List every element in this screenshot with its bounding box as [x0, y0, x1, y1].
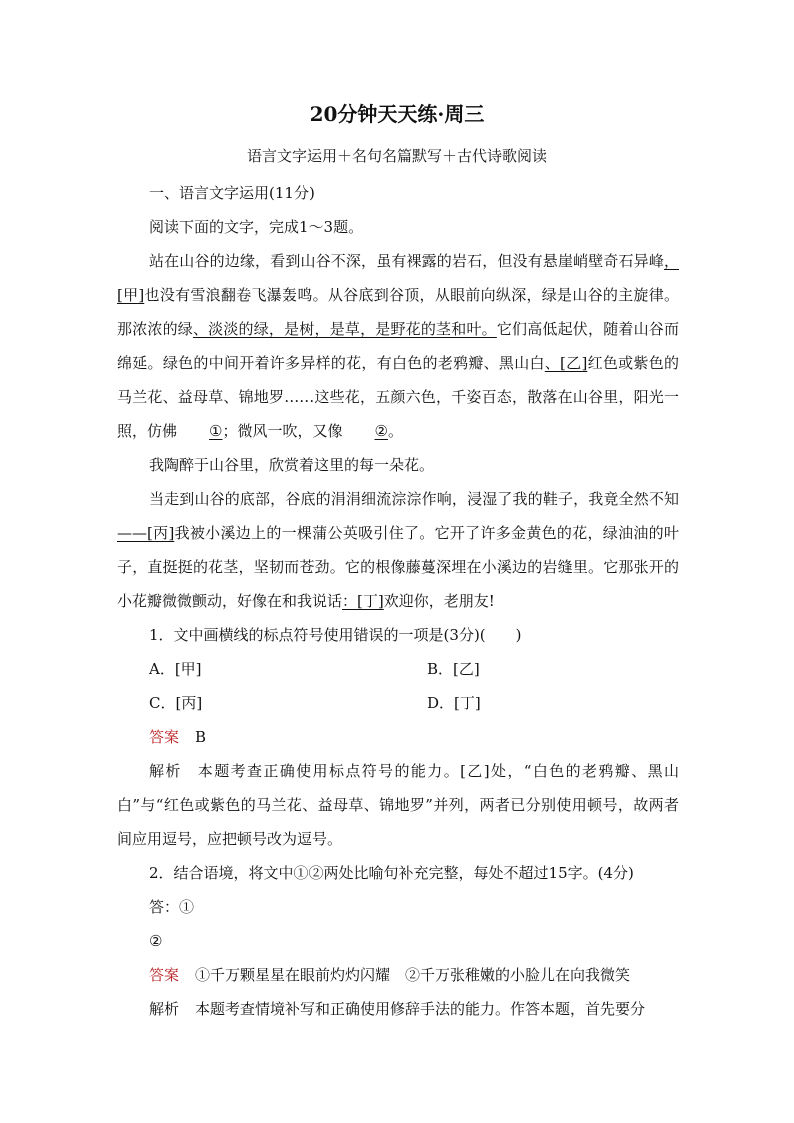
answer-label: 答案	[149, 728, 180, 746]
blank-1: ①	[209, 422, 223, 440]
question-1-options-row-1	[117, 652, 679, 686]
document-body	[117, 176, 679, 1026]
passage-text: 也没有雪浪翻卷飞瀑轰鸣。从谷底到谷顶，从眼前向纵深，绿是山谷的主旋律。那浓浓的绿	[117, 286, 679, 338]
passage-text: 欢迎你，老朋友!	[383, 592, 495, 610]
mark-bing: ——[丙]	[117, 524, 175, 542]
page-title: 20分钟天天练·周三	[309, 102, 485, 126]
passage-text: 站在山谷的边缘，看到山谷不深，虽有裸露的岩石，但没有悬崖峭壁奇石异峰	[149, 252, 664, 270]
question-1-analysis	[117, 754, 679, 856]
answer-value: ①千万颗星星在眼前灼灼闪耀 ②千万张稚嫩的小脸儿在向我微笑	[195, 966, 631, 984]
passage-text: 红色或紫色的马兰花、益母草、锦地罗……这些花，五颜六色，千姿百态，散落在山谷里，阳光一照，仿佛	[117, 354, 679, 440]
option-a: A．[甲]	[149, 660, 202, 678]
question-1-stem: 1．文中画横线的标点符号使用错误的一项是(3分)( )	[149, 626, 522, 644]
passage-paragraph-1	[117, 244, 679, 448]
passage-text: ；微风一吹，又像	[222, 422, 343, 440]
question-2-answer-line-2: ②	[149, 932, 163, 950]
blank-2: ②	[374, 422, 388, 440]
page-subtitle: 语言文字运用＋名句名篇默写＋古代诗歌阅读	[246, 147, 547, 165]
option-d: D．[丁]	[427, 694, 481, 712]
passage-paragraph-2: 我陶醉于山谷里，欣赏着这里的每一朵花。	[149, 456, 435, 474]
mark-ding: ：[丁]	[342, 592, 384, 610]
option-b: B．[乙]	[427, 660, 480, 678]
passage-paragraph-3	[117, 482, 679, 618]
passage-text: 它们高低起伏，随着山谷而绵延。绿色的中间开着许多异样的花，有白色的老鸦瓣、黑山白	[117, 320, 679, 372]
question-2-analysis	[117, 992, 679, 1026]
mark-jia: ，[甲]	[117, 252, 679, 304]
passage-text: 我被小溪边上的一棵蒲公英吸引住了。它开了许多金黄色的花，绿油油的叶子，直挺挺的花茎，坚韧而苍劲。它的根像藤蔓深埋在小溪边的岩缝里。它那张开的小花瓣微微颤动，好像在和我说话	[117, 524, 679, 610]
question-2-answer	[117, 958, 679, 992]
underlined-text: 、淡淡的绿，是树，是草，是野花的茎和叶。	[192, 320, 497, 338]
mark-yi: 、[乙]	[544, 354, 588, 372]
instruction: 阅读下面的文字，完成1～3题。	[149, 218, 364, 236]
analysis-label: 解析	[149, 762, 182, 780]
option-c: C．[丙]	[149, 694, 203, 712]
section-heading: 一、语言文字运用(11分)	[149, 184, 315, 202]
answer-value: B	[195, 728, 207, 746]
analysis-text: 本题考查情境补写和正确使用修辞手法的能力。作答本题，首先要分	[195, 1000, 646, 1018]
question-2-stem: 2．结合语境，将文中①②两处比喻句补充完整，每处不超过15字。(4分)	[149, 864, 634, 882]
question-1-answer	[117, 720, 679, 754]
passage-text: 当走到山谷的底部，谷底的涓涓细流淙淙作响，浸湿了我的鞋子，我竟全然不知	[149, 490, 679, 508]
question-1-options-row-2	[117, 686, 679, 720]
analysis-text: 本题考查正确使用标点符号的能力。[乙]处，“白色的老鸦瓣、黑山白”与“红色或紫色的马兰花、益母草、锦地罗”并列，两者已分别使用顿号，故两者间应用逗号，应把顿号改为逗号。	[117, 762, 679, 848]
answer-label: 答案	[149, 966, 180, 984]
question-2-answer-prompt: 答：①	[149, 898, 195, 916]
passage-text: 。	[387, 422, 403, 440]
analysis-label: 解析	[149, 1000, 180, 1018]
